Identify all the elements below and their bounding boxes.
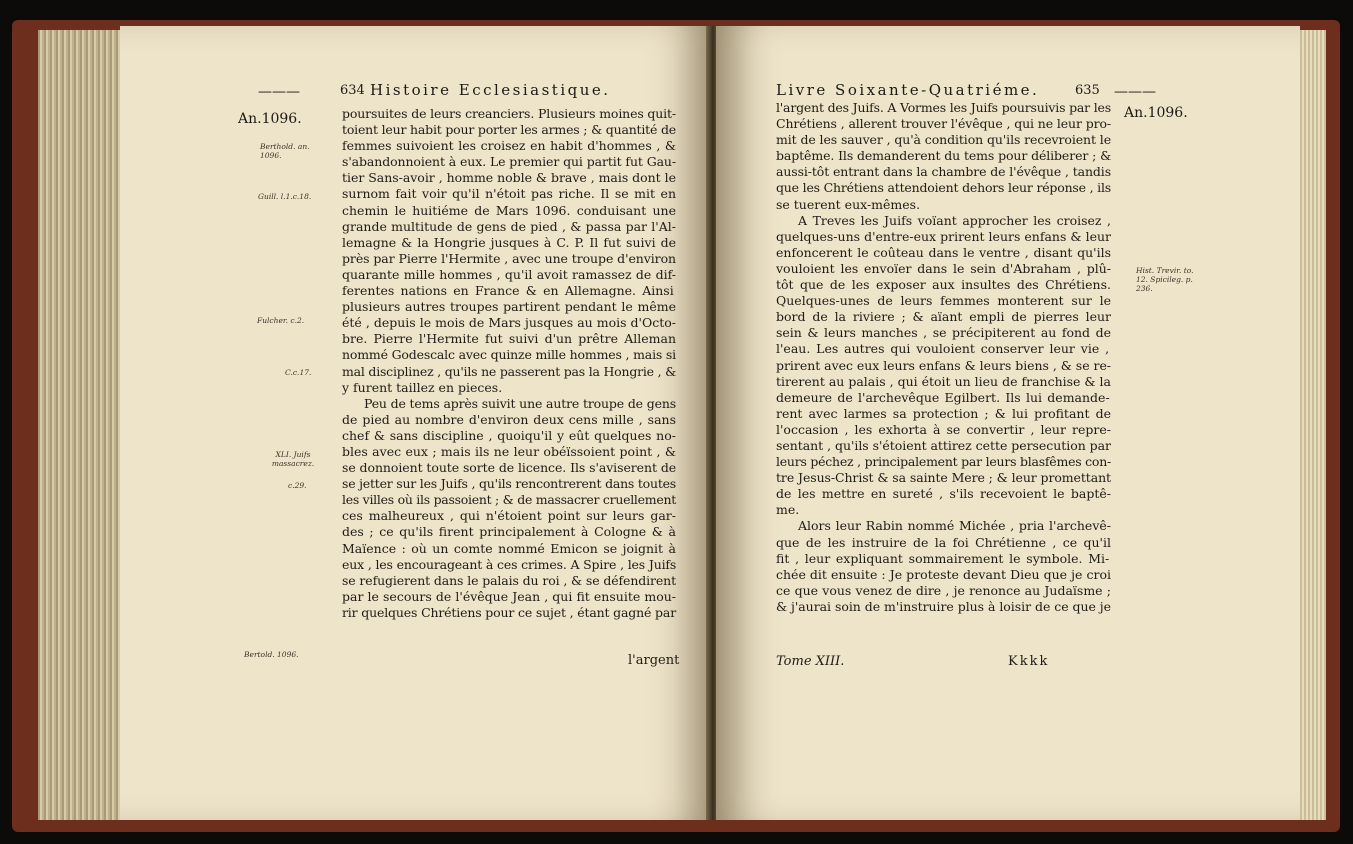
left-page-number: 634 (340, 83, 365, 98)
left-body-text: poursuites de leurs creanciers. Plusieurs moines quit- toient leur habit pour porter les armes ; & quantité de femmes suivoient les croisez en habit d'hommes , & s'abandonnoient à eux. Le premier qui partit fut Gau- tier Sans-avoir , homme noble & brave , mais dont le surnom fait voir qu'il n'étoit pas riche. Il se mit en chemin le huitiéme de Mars 1096. conduisant une grande multitude de gens de pied , & passa par l'Al- lemagne & la Hongrie jusques à C. P. Il fut suivi de près par Pierre l'Hermite , avec une troupe d'environ quarante mille hommes , qu'il avoit ramassez de dif- ferentes nations en France & en Allemagne. Ainsi plusieurs autres troupes partirent pendant le même été , depuis le mois de Mars jusques au mois d'Octo- bre. Pierre l'Hermite fut suivi d'un prêtre Alleman nommé Godescalc avec quinze mille hommes , mais si mal disciplinez , qu'ils ne passerent pas la Hongrie , & y furent taillez en pieces. Peu de tems après suivit une autre troupe de gens de pied au nombre d'environ deux cens mille , sans chef & sans discipline , quoiqu'il y eût quelques no- bles avec eux ; mais ils ne leur obéïssoient point , & se donnoient toute sorte de licence. Ils s'aviserent de se jetter sur les Juifs , qu'ils rencontrerent dans toutes les villes où ils passoient ; & de massacrer cruellement ces malheureux , qui n'étoient point sur leurs gar- des ; ce qu'ils firent principalement à Cologne & à Maïence : où un comte nommé Emicon se joignit à eux , les encourageant à ces crimes. A Spire , les Juifs se refugierent dans le palais du roi , & se défendirent par le secours de l'évêque Jean , qui fit ensuite mou- rir quelques Chrétiens pour ce sujet , étant gagné par (342, 106, 677, 620)
gathering-signature: Kkkk (1008, 654, 1050, 669)
right-year: An.1096. (1124, 105, 1188, 121)
left-page (120, 26, 712, 820)
right-running-title: Livre Soixante-Quatriéme. (776, 81, 1040, 99)
right-page (716, 26, 1300, 820)
right-body-text: l'argent des Juifs. A Vormes les Juifs poursuivis par les Chrétiens , allerent trouver l'évêque , qui ne leur pro- mit de les sauver , qu'à condition qu'ils recevroient le baptême. Ils demanderent du tems pour déliberer ; & aussi-tôt entrant dans la chambre de l'évêque , tandis que les Chrétiens attendoient dehors leur réponse , ils se tuerent eux-mêmes. A Treves les Juifs voïant approcher les croisez , quelques-uns d'entre-eux prirent leurs enfans & leur enfoncerent le coûteau dans le ventre , disant qu'ils vouloient les envoïer dans le sein d'Abraham , plû- tôt que de les exposer aux insultes des Chrétiens. Quelques-unes de leurs femmes monterent sur le bord de la riviere ; & aïant empli de pierres leur sein & leurs manches , se précipiterent au fond de l'eau. Les autres qui vouloient conserver leur vie , prirent avec eux leurs enfans & leurs biens , & se re- tirerent au palais , qui étoit un lieu de franchise & la demeure de l'archevêque Egilbert. Ils lui demande- rent avec larmes sa protection ; & lui profitant de l'occasion , les exhorta à se convertir , leur repre- sentant , qu'ils s'étoient attirez cette persecution par leurs péchez , principalement par leurs blasfêmes con- tre Jesus-Christ & sa sainte Mere ; & leur promettant de les mettre en sureté , s'ils recevoient le baptê- me. Alors leur Rabin nommé Michée , pria l'archevê- que de les instruire de la foi Chrétienne , ce qu'il fit , leur expliquant sommairement le symbole. Mi- chée dit ensuite : Je proteste devant Dieu que je croi ce que vous venez de dire , je renonce au Judaïsme ; & j'aurai soin de m'instruire plus à loisir de ce que je (776, 100, 1112, 614)
margin-note-6: c.29. (288, 481, 307, 490)
margin-note-4: C.c.17. (285, 368, 312, 377)
left-running-title: Histoire Ecclesiastique. (370, 81, 611, 99)
left-rule-text: ——— (258, 84, 300, 100)
right-page-number: 635 (1075, 83, 1100, 98)
margin-note-7: Bertold. 1096. (244, 650, 299, 659)
left-catchword: l'argent (628, 653, 680, 668)
left-year: An.1096. (238, 111, 302, 127)
volume-signature: Tome XIII. (776, 654, 845, 669)
right-margin-note: Hist. Trevir. to. 12. Spicileg. p. 236. (1136, 266, 1194, 293)
margin-note-3: Fulcher. c.2. (257, 316, 305, 325)
margin-note-5: XLI. Juifs massacrez. (271, 450, 315, 468)
margin-note-1: Berthold. an. 1096. (260, 142, 310, 160)
right-rule-text: ——— (1114, 84, 1156, 100)
margin-note-2: Guill. l.1.c.18. (258, 192, 312, 201)
